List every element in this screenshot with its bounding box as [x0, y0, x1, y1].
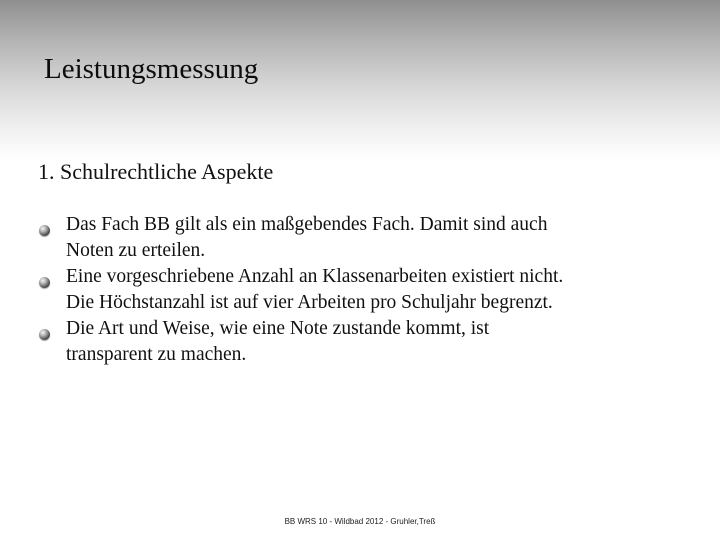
bullet-list — [36, 212, 676, 368]
sphere-bullet-icon — [39, 277, 50, 288]
bullet-text-line: Eine vorgeschriebene Anzahl an Klassenarbeiten existiert nicht. — [66, 266, 564, 287]
bullet-text-line: transparent zu machen. — [66, 344, 247, 365]
sphere-bullet-icon — [39, 329, 50, 340]
bullet-item — [36, 316, 676, 368]
bullet-item — [36, 212, 676, 264]
sphere-bullet-icon — [39, 225, 50, 236]
section-heading: 1. Schulrechtliche Aspekte — [38, 159, 274, 184]
slide-title: Leistungsmessung — [44, 53, 259, 85]
bullet-text-line: Noten zu erteilen. — [66, 240, 206, 261]
bullet-text-line: Die Höchstanzahl ist auf vier Arbeiten pro Schuljahr begrenzt. — [66, 292, 553, 313]
slide-footer: BB WRS 10 - Wildbad 2012 - Gruhler,Treß — [284, 517, 436, 526]
bullet-text-line: Die Art und Weise, wie eine Note zustande kommt, ist — [66, 318, 490, 339]
bullet-item — [36, 264, 676, 316]
bullet-text-line: Das Fach BB gilt als ein maßgebendes Fach. Damit sind auch — [66, 214, 548, 235]
